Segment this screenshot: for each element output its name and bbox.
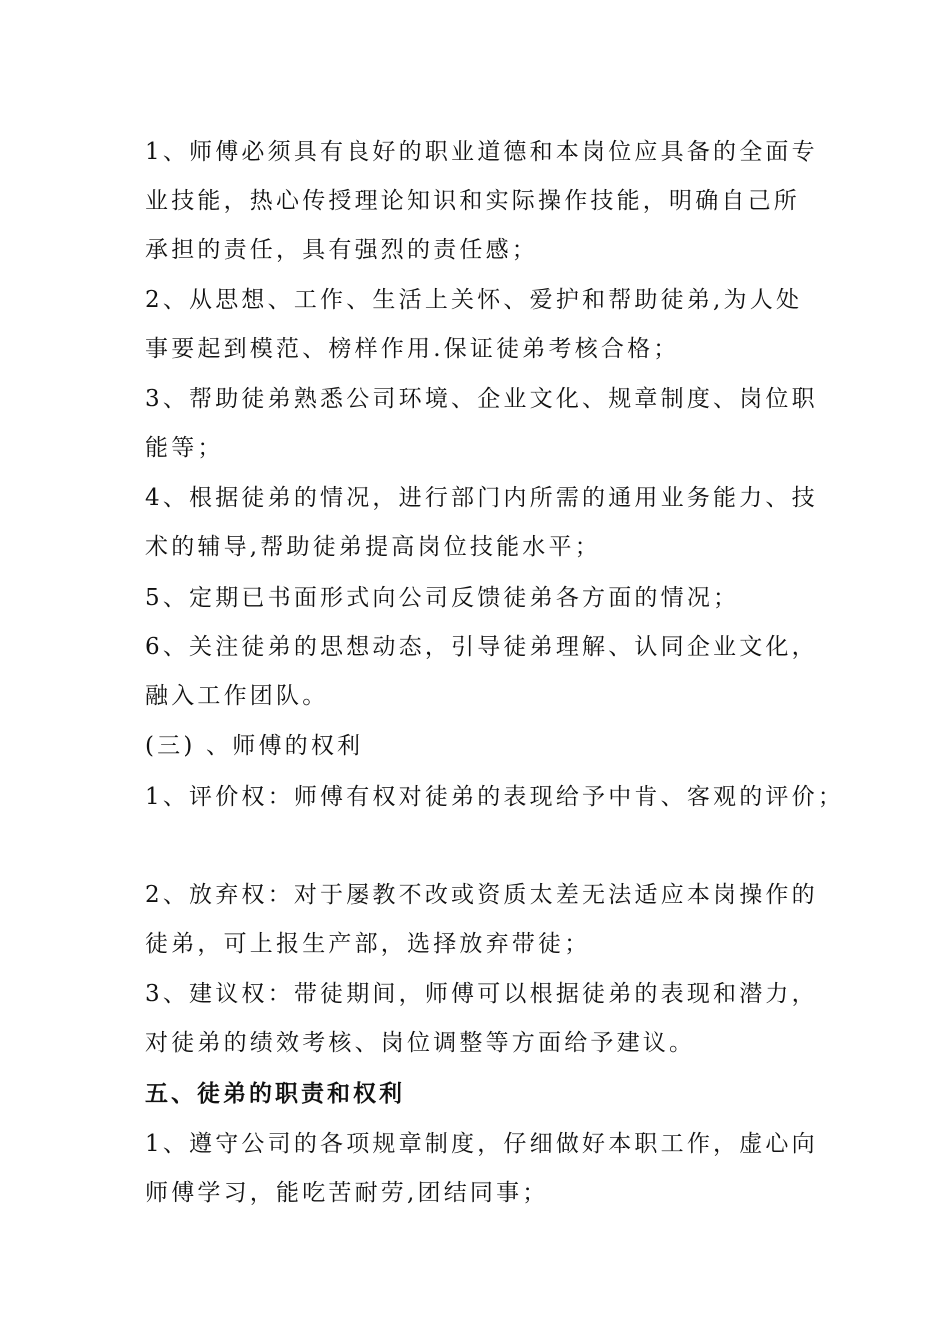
master-duty-4-line-1: 4、根据徒弟的情况，进行部门内所需的通用业务能力、技: [145, 485, 818, 511]
master-duty-3-line-2: 能等；: [145, 435, 224, 461]
master-duty-4-line-2: 术的辅导,帮助徒弟提高岗位技能水平；: [145, 534, 601, 560]
master-duty-5-line-1: 5、定期已书面形式向公司反馈徒弟各方面的情况；: [145, 585, 740, 611]
master-right-1-line-1: 1、评价权：师傅有权对徒弟的表现给予中肯、客观的评价；: [145, 784, 845, 810]
master-duty-6-line-2: 融入工作团队。: [145, 683, 329, 709]
master-duty-2-line-1: 2、从思想、工作、生活上关怀、爱护和帮助徒弟,为人处: [145, 287, 803, 313]
master-duty-1-line-2: 业技能，热心传授理论知识和实际操作技能，明确自己所: [145, 188, 800, 214]
apprentice-duty-1-line-2: 师傅学习，能吃苦耐劳,团结同事；: [145, 1180, 549, 1206]
master-duty-6-line-1: 6、关注徒弟的思想动态，引导徒弟理解、认同企业文化，: [145, 634, 818, 660]
master-right-2-line-1: 2、放弃权：对于屡教不改或资质太差无法适应本岗操作的: [145, 882, 818, 908]
master-duty-2-line-2: 事要起到模范、榜样作用.保证徒弟考核合格；: [145, 336, 680, 362]
master-duty-3-line-1: 3、帮助徒弟熟悉公司环境、企业文化、规章制度、岗位职: [145, 386, 818, 412]
section-five-heading: 五、徒弟的职责和权利: [145, 1081, 405, 1107]
master-duty-1-line-1: 1、师傅必须具有良好的职业道德和本岗位应具备的全面专: [145, 139, 818, 165]
master-duty-1-line-3: 承担的责任，具有强烈的责任感；: [145, 237, 538, 263]
master-right-3-line-2: 对徒弟的绩效考核、岗位调整等方面给予建议。: [145, 1030, 696, 1056]
apprentice-duty-1-line-1: 1、遵守公司的各项规章制度，仔细做好本职工作，虚心向: [145, 1131, 818, 1157]
master-right-3-line-1: 3、建议权：带徒期间，师傅可以根据徒弟的表现和潜力，: [145, 981, 818, 1007]
master-rights-heading: (三) 、师傅的权利: [145, 733, 364, 759]
master-right-2-line-2: 徒弟，可上报生产部，选择放弃带徒；: [145, 931, 591, 957]
